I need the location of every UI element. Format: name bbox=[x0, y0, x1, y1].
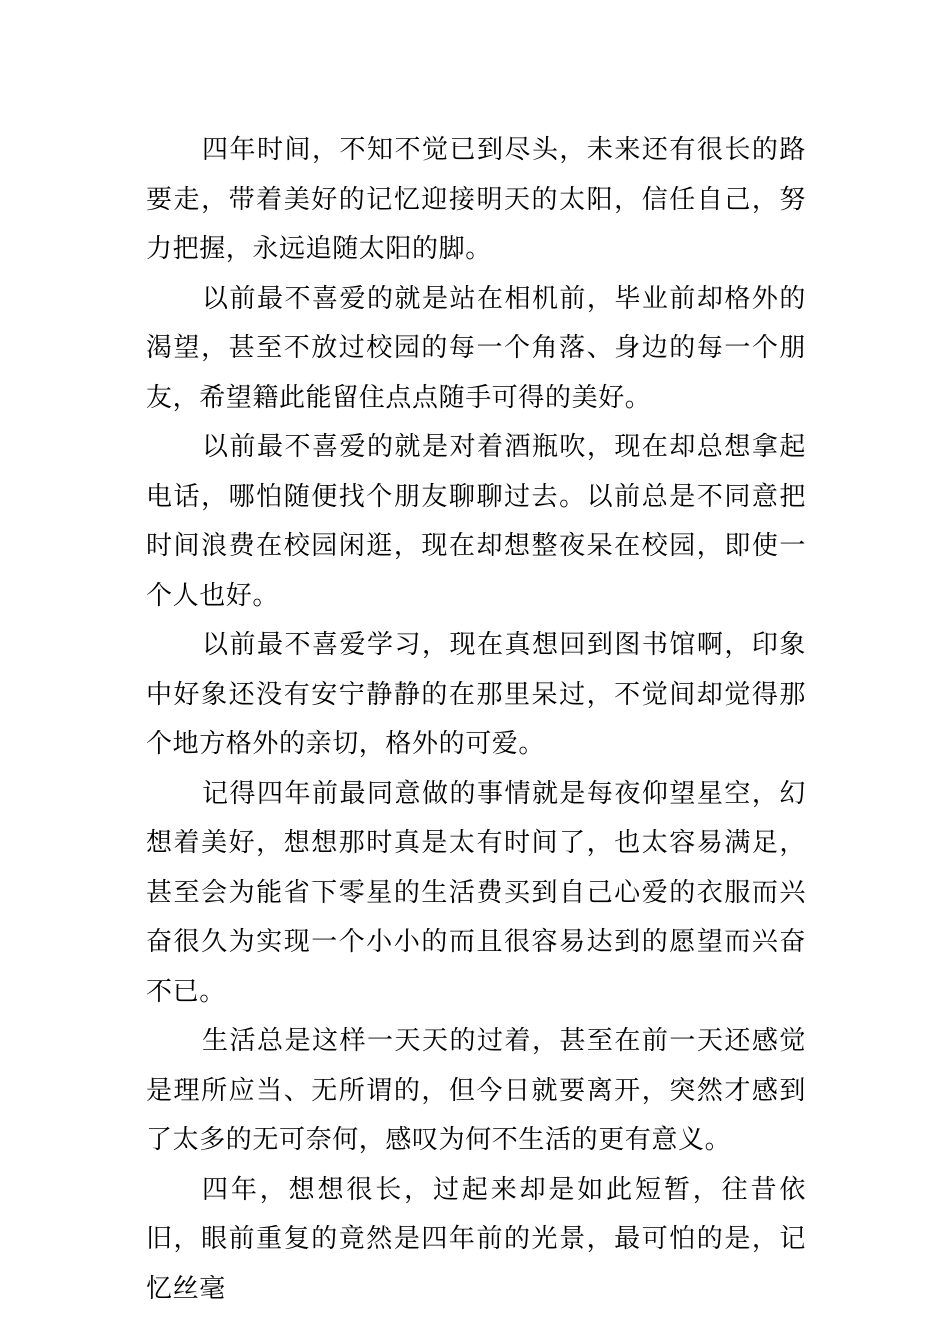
paragraph-7: 四年，想想很长，过起来却是如此短暂，往昔依旧，眼前重复的竟然是四年前的光景，最可怕的是，记忆丝毫 bbox=[146, 1174, 806, 1304]
paragraph-6: 生活总是这样一天天的过着，甚至在前一天还感觉是理所应当、无所谓的，但今日就要离开，突然才感到了太多的无可奈何，感叹为何不生活的更有意义。 bbox=[146, 1026, 806, 1155]
paragraph-4: 以前最不喜爱学习，现在真想回到图书馆啊，印象中好象还没有安宁静静的在那里呆过，不觉间却觉得那个地方格外的亲切，格外的可爱。 bbox=[146, 630, 806, 759]
paragraph-5: 记得四年前最同意做的事情就是每夜仰望星空，幻想着美好，想想那时真是太有时间了，也太容易满足，甚至会为能省下零星的生活费买到自己心爱的衣服而兴奋很久为实现一个小小的而且很容易达到的愿望而兴奋不已。 bbox=[146, 778, 806, 1007]
paragraph-2: 以前最不喜爱的就是站在相机前，毕业前却格外的渴望，甚至不放过校园的每一个角落、身边的每一个朋友，希望籍此能留住点点随手可得的美好。 bbox=[146, 283, 806, 413]
document-body bbox=[146, 126, 806, 1314]
paragraph-1: 四年时间，不知不觉已到尽头，未来还有很长的路要走，带着美好的记忆迎接明天的太阳，信任自己，努力把握，永远追随太阳的脚。 bbox=[146, 135, 806, 264]
paragraph-3: 以前最不喜爱的就是对着酒瓶吹，现在却总想拿起电话，哪怕随便找个朋友聊聊过去。以前总是不同意把时间浪费在校园闲逛，现在却想整夜呆在校园，即使一个人也好。 bbox=[146, 432, 806, 611]
